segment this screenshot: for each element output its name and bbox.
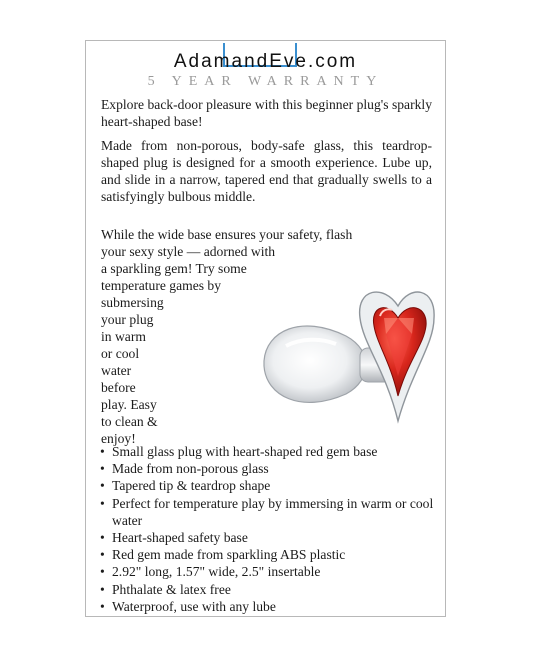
bullet-dot: • xyxy=(100,564,105,580)
list-item xyxy=(100,546,435,563)
feature-text: 2.92" long, 1.57" wide, 2.5" insertable xyxy=(112,564,321,580)
wrap-line: submersing xyxy=(101,295,164,310)
wrap-line: temperature games by xyxy=(101,278,222,293)
feature-list xyxy=(100,443,435,615)
feature-text: Phthalate & latex free xyxy=(112,581,231,597)
feature-text: Waterproof, use with any lube xyxy=(112,598,276,614)
bullet-dot: • xyxy=(100,581,105,597)
intro-paragraph: Explore back-door pleasure with this beginner plug's sparkly heart-shaped base! xyxy=(101,97,432,129)
list-item xyxy=(100,598,435,615)
product-image xyxy=(256,246,436,446)
bullet-dot: • xyxy=(100,461,105,477)
wrap-line: your sexy style — adorned with xyxy=(101,244,276,259)
wrap-line: While the wide base ensures your safety, flash xyxy=(101,227,353,242)
feature-text: Perfect for temperature play by immersing in warm or cool water xyxy=(112,495,434,528)
list-item xyxy=(100,495,435,529)
wrap-line: water xyxy=(101,363,132,378)
bullet-dot: • xyxy=(100,530,105,546)
brand-logo: AdamandEve.com xyxy=(173,51,358,72)
feature-text: Tapered tip & teardrop shape xyxy=(112,478,271,494)
bullet-dot: • xyxy=(100,598,105,614)
list-item xyxy=(100,460,435,477)
wrap-line: play. Easy xyxy=(101,397,157,412)
feature-text: Red gem made from sparkling ABS plastic xyxy=(112,547,346,563)
bullet-dot: • xyxy=(100,495,105,511)
wrap-line: or cool xyxy=(101,346,140,361)
feature-text: Heart-shaped safety base xyxy=(112,530,248,546)
wrap-line: in warm xyxy=(101,329,146,344)
wrap-line: a sparkling gem! Try some xyxy=(101,261,247,276)
wrap-line: before xyxy=(101,380,136,395)
wrap-line: your plug xyxy=(101,312,154,327)
bullet-dot: • xyxy=(100,547,105,563)
list-item xyxy=(100,581,435,598)
wrap-line: enjoy! xyxy=(101,431,136,446)
bullet-dot: • xyxy=(100,444,105,459)
list-item xyxy=(100,563,435,580)
bullet-dot: • xyxy=(100,478,105,494)
plug-body xyxy=(264,326,366,402)
warranty-label: 5 YEAR WARRANTY xyxy=(147,74,384,89)
list-item xyxy=(100,477,435,494)
description-paragraph: Made from non-porous, body-safe glass, this teardrop-shaped plug is designed for a smooth experience. Lube up, and slide in a narrow, tapered end that gradually swells to a satisfyingly bulbous middle. xyxy=(101,138,432,204)
feature-text: Small glass plug with heart-shaped red gem base xyxy=(112,444,378,459)
list-item xyxy=(100,443,435,460)
list-item xyxy=(100,529,435,546)
wrap-line: to clean & xyxy=(101,414,158,429)
product-card xyxy=(85,40,446,617)
feature-text: Made from non-porous glass xyxy=(112,461,269,477)
